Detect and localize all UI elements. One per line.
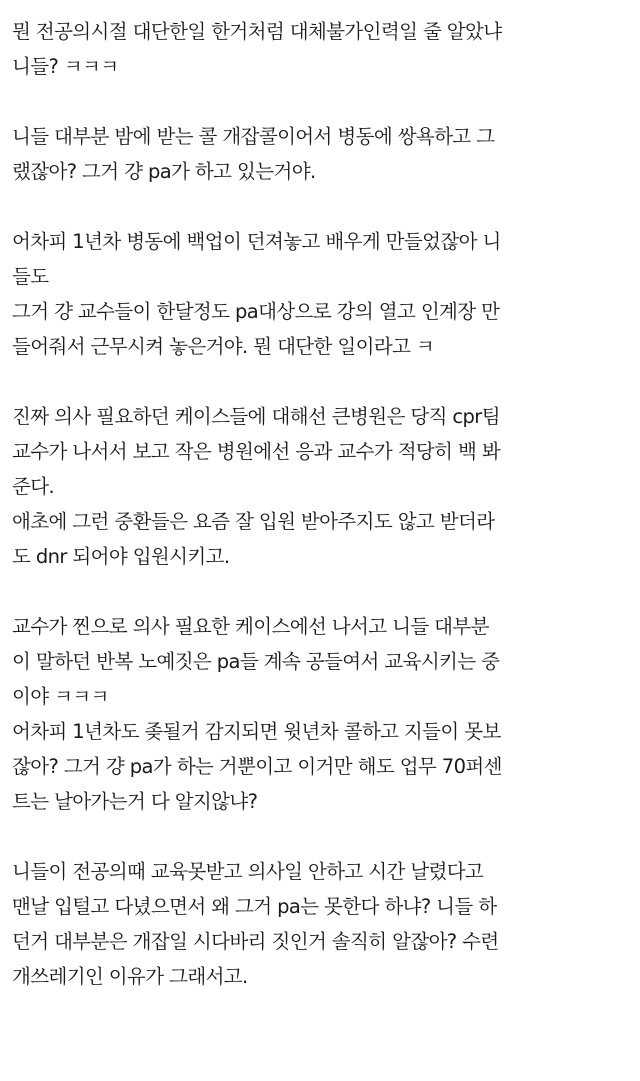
text-line: 니들 대부분 밤에 받는 콜 개잡콜이어서 병동에 쌍욕하고 그 (12, 125, 495, 148)
paragraph-2 (12, 119, 630, 189)
text-line: 교수가 나서서 보고 작은 병원에선 응과 교수가 적당히 백 봐 (12, 440, 501, 463)
text-line: 준다. (12, 475, 55, 498)
paragraph-1 (12, 14, 630, 84)
text-line: 랬잖아? 그거 걍 pa가 하고 있는거야. (12, 160, 316, 183)
text-line: 이야 ㅋㅋㅋ (12, 685, 109, 708)
text-line: 교수가 찐으로 의사 필요한 케이스에선 나서고 니들 대부분 (12, 615, 489, 638)
text-line: 도 dnr 되어야 입원시키고. (12, 545, 230, 568)
text-line: 들도 (12, 265, 49, 288)
text-line: 트는 날아가는거 다 알지않냐? (12, 790, 258, 813)
text-line: 어차피 1년차 병동에 백업이 던져놓고 배우게 만들었잖아 니 (12, 230, 501, 253)
text-line: 애초에 그런 중환들은 요즘 잘 입원 받아주지도 않고 받더라 (12, 510, 495, 533)
paragraph-3 (12, 224, 630, 364)
text-line: 니들이 전공의때 교육못받고 의사일 안하고 시간 날렸다고 (12, 860, 484, 883)
text-line: 던거 대부분은 개잡일 시다바리 짓인거 솔직히 알잖아? 수련 (12, 930, 499, 953)
text-line: 잖아? 그거 걍 pa가 하는 거뿐이고 이거만 해도 업무 70퍼센 (12, 755, 502, 778)
text-line: 진짜 의사 필요하던 케이스들에 대해선 큰병원은 당직 cpr팀 (12, 405, 500, 428)
text-line: 어차피 1년차도 좆될거 감지되면 윗년차 콜하고 지들이 못보 (12, 720, 501, 743)
text-line: 들어줘서 근무시켜 놓은거야. 뭔 대단한 일이라고 ㅋ (12, 335, 435, 358)
text-line: 이 말하던 반복 노예짓은 pa들 계속 공들여서 교육시키는 중 (12, 650, 500, 673)
paragraph-5 (12, 609, 630, 819)
text-line: 그거 걍 교수들이 한달정도 pa대상으로 강의 열고 인계장 만 (12, 300, 500, 323)
text-line: 맨날 입털고 다녔으면서 왜 그거 pa는 못한다 하냐? 니들 하 (12, 895, 497, 918)
text-line: 니들? ㅋㅋㅋ (12, 55, 119, 78)
paragraph-6 (12, 854, 630, 994)
text-line: 뭔 전공의시절 대단한일 한거처럼 대체불가인력일 줄 알았냐 (12, 20, 502, 43)
text-line: 개쓰레기인 이유가 그래서고. (12, 965, 248, 988)
paragraph-4 (12, 399, 630, 574)
